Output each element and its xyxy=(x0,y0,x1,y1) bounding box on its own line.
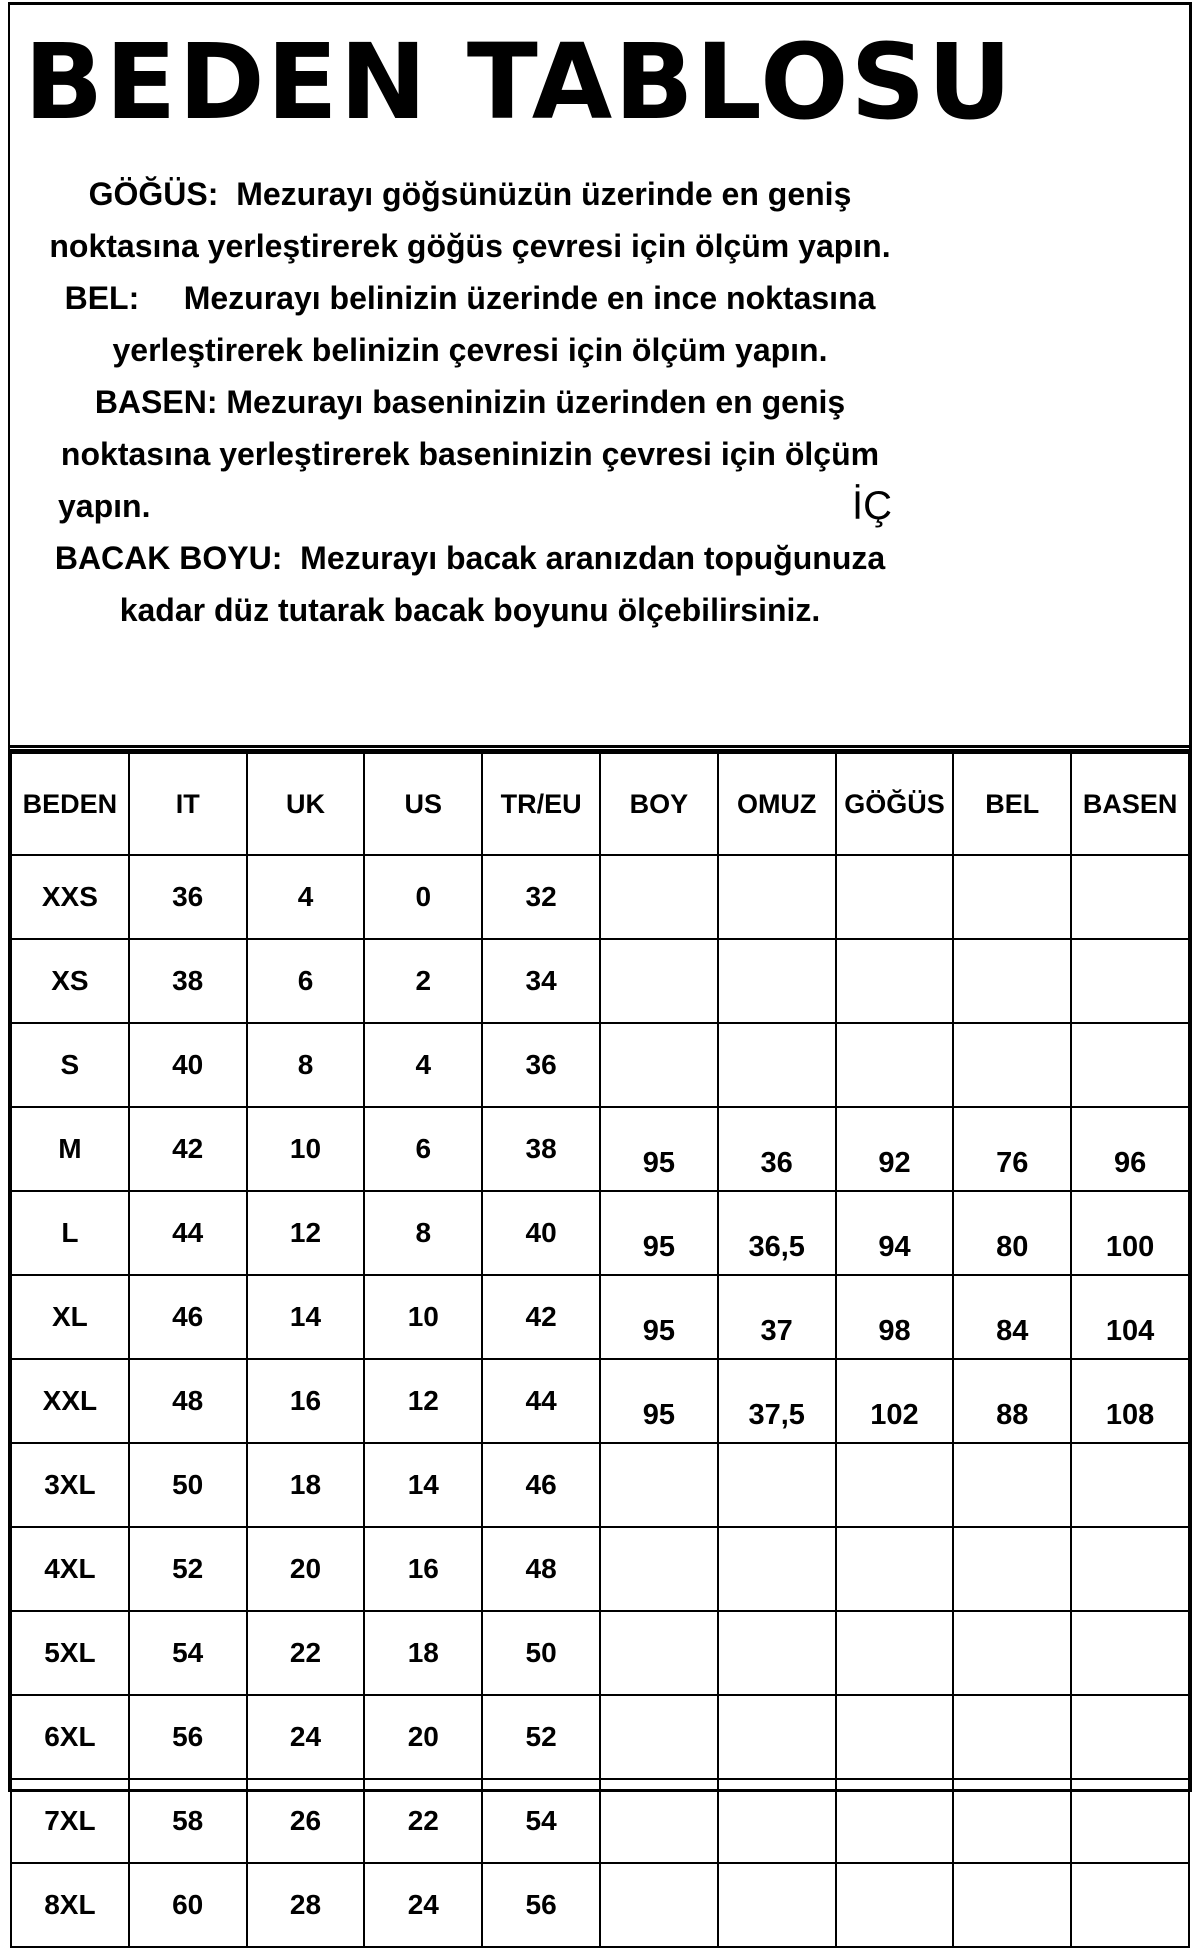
table-row xyxy=(11,855,1189,939)
cell-tr-eu: 54 xyxy=(482,1779,600,1863)
cell-uk: 4 xyxy=(247,855,365,939)
cell-omuz xyxy=(718,1527,836,1611)
cell-uk: 28 xyxy=(247,1863,365,1947)
cell-beden: XXS xyxy=(11,855,129,939)
cell-basen xyxy=(1071,1611,1189,1695)
cell-basen xyxy=(1071,1443,1189,1527)
cell-bel xyxy=(953,1023,1071,1107)
column-header-omuz: OMUZ xyxy=(718,753,836,855)
cell-tr-eu: 36 xyxy=(482,1023,600,1107)
instruction-line: BEL: Mezurayı belinizin üzerinde en ince noktasına xyxy=(64,280,876,316)
cell-it: 36 xyxy=(129,855,247,939)
cell-omuz xyxy=(718,1779,836,1863)
cell-omuz: 36,5 xyxy=(718,1191,836,1275)
cell-it: 48 xyxy=(129,1359,247,1443)
cell-us: 6 xyxy=(364,1107,482,1191)
table-row xyxy=(11,1779,1189,1863)
cell-it: 60 xyxy=(129,1863,247,1947)
cell-bel: 84 xyxy=(953,1275,1071,1359)
cell-tr-eu: 32 xyxy=(482,855,600,939)
table-row xyxy=(11,1275,1189,1359)
cell-us: 20 xyxy=(364,1695,482,1779)
table-row xyxy=(11,1359,1189,1443)
cell-tr-eu: 56 xyxy=(482,1863,600,1947)
size-table xyxy=(10,752,1190,1948)
table-body xyxy=(11,855,1189,1947)
cell-us: 12 xyxy=(364,1359,482,1443)
cell-beden: XS xyxy=(11,939,129,1023)
column-header-it: IT xyxy=(129,753,247,855)
table-row xyxy=(11,1191,1189,1275)
cell-bel xyxy=(953,1779,1071,1863)
cell-tr-eu: 52 xyxy=(482,1695,600,1779)
cell-tr-eu: 50 xyxy=(482,1611,600,1695)
instruction-line: BACAK BOYU: Mezurayı bacak aranızdan topuğunuza xyxy=(54,540,886,576)
cell-uk: 20 xyxy=(247,1527,365,1611)
cell-boy: 95 xyxy=(600,1275,718,1359)
cell-bel xyxy=(953,939,1071,1023)
instruction-line: kadar düz tutarak bacak boyunu ölçebilirsiniz. xyxy=(119,592,821,628)
cell-us: 22 xyxy=(364,1779,482,1863)
cell-uk: 24 xyxy=(247,1695,365,1779)
cell-gogus xyxy=(836,855,954,939)
cell-omuz xyxy=(718,1023,836,1107)
cell-basen xyxy=(1071,855,1189,939)
cell-bel xyxy=(953,1863,1071,1947)
table-row xyxy=(11,1527,1189,1611)
column-header-gogus: GÖĞÜS xyxy=(836,753,954,855)
cell-bel xyxy=(953,855,1071,939)
cell-it: 44 xyxy=(129,1191,247,1275)
cell-bel xyxy=(953,1611,1071,1695)
cell-gogus xyxy=(836,1443,954,1527)
cell-us: 2 xyxy=(364,939,482,1023)
cell-tr-eu: 38 xyxy=(482,1107,600,1191)
measurement-instructions xyxy=(30,168,910,636)
cell-tr-eu: 34 xyxy=(482,939,600,1023)
instruction-line: noktasına yerleştirerek baseninizin çevresi için ölçüm xyxy=(60,436,880,472)
cell-tr-eu: 44 xyxy=(482,1359,600,1443)
cell-omuz: 36 xyxy=(718,1107,836,1191)
cell-gogus xyxy=(836,1611,954,1695)
cell-beden: 3XL xyxy=(11,1443,129,1527)
cell-gogus: 98 xyxy=(836,1275,954,1359)
column-header-bel: BEL xyxy=(953,753,1071,855)
cell-basen xyxy=(1071,1779,1189,1863)
cell-us: 16 xyxy=(364,1527,482,1611)
cell-omuz xyxy=(718,855,836,939)
cell-bel xyxy=(953,1527,1071,1611)
cell-omuz xyxy=(718,1611,836,1695)
instruction-line xyxy=(30,480,910,532)
cell-it: 56 xyxy=(129,1695,247,1779)
cell-uk: 8 xyxy=(247,1023,365,1107)
section-divider xyxy=(8,745,1192,752)
cell-bel xyxy=(953,1443,1071,1527)
cell-uk: 16 xyxy=(247,1359,365,1443)
instruction-line: noktasına yerleştirerek göğüs çevresi için ölçüm yapın. xyxy=(49,228,891,264)
instruction-line: BASEN: Mezurayı baseninizin üzerinden en geniş xyxy=(94,384,846,420)
cell-uk: 10 xyxy=(247,1107,365,1191)
cell-bel: 88 xyxy=(953,1359,1071,1443)
cell-basen xyxy=(1071,1695,1189,1779)
cell-beden: S xyxy=(11,1023,129,1107)
cell-basen: 96 xyxy=(1071,1107,1189,1191)
cell-it: 40 xyxy=(129,1023,247,1107)
cell-gogus: 94 xyxy=(836,1191,954,1275)
column-header-beden: BEDEN xyxy=(11,753,129,855)
cell-boy: 95 xyxy=(600,1107,718,1191)
cell-it: 54 xyxy=(129,1611,247,1695)
instruction-text: yapın. xyxy=(58,488,151,524)
cell-it: 50 xyxy=(129,1443,247,1527)
cell-basen xyxy=(1071,1023,1189,1107)
page-title: BEDEN TABLOSU xyxy=(24,21,1014,143)
cell-boy xyxy=(600,1695,718,1779)
table-row xyxy=(11,1023,1189,1107)
cell-tr-eu: 42 xyxy=(482,1275,600,1359)
table-row xyxy=(11,939,1189,1023)
cell-beden: 4XL xyxy=(11,1527,129,1611)
cell-gogus xyxy=(836,1863,954,1947)
cell-omuz: 37 xyxy=(718,1275,836,1359)
cell-gogus xyxy=(836,1527,954,1611)
cell-boy xyxy=(600,1443,718,1527)
cell-gogus: 92 xyxy=(836,1107,954,1191)
cell-gogus xyxy=(836,1779,954,1863)
instruction-line: GÖĞÜS: Mezurayı göğsünüzün üzerinde en geniş xyxy=(88,176,852,212)
table-row xyxy=(11,1443,1189,1527)
cell-it: 52 xyxy=(129,1527,247,1611)
cell-beden: 5XL xyxy=(11,1611,129,1695)
cell-bel: 76 xyxy=(953,1107,1071,1191)
cell-uk: 26 xyxy=(247,1779,365,1863)
cell-beden: XXL xyxy=(11,1359,129,1443)
cell-beden: 6XL xyxy=(11,1695,129,1779)
cell-tr-eu: 46 xyxy=(482,1443,600,1527)
cell-boy xyxy=(600,1023,718,1107)
cell-basen xyxy=(1071,1527,1189,1611)
cell-it: 58 xyxy=(129,1779,247,1863)
cell-beden: L xyxy=(11,1191,129,1275)
cell-boy xyxy=(600,1611,718,1695)
cell-uk: 18 xyxy=(247,1443,365,1527)
cell-boy xyxy=(600,1863,718,1947)
cell-us: 0 xyxy=(364,855,482,939)
cell-us: 18 xyxy=(364,1611,482,1695)
cell-omuz xyxy=(718,1443,836,1527)
cell-boy: 95 xyxy=(600,1191,718,1275)
cell-basen: 108 xyxy=(1071,1359,1189,1443)
cell-us: 14 xyxy=(364,1443,482,1527)
stray-text: İÇ xyxy=(852,484,892,528)
cell-boy xyxy=(600,855,718,939)
cell-us: 8 xyxy=(364,1191,482,1275)
table-row xyxy=(11,1695,1189,1779)
cell-boy xyxy=(600,1527,718,1611)
cell-boy xyxy=(600,939,718,1023)
column-header-uk: UK xyxy=(247,753,365,855)
cell-omuz xyxy=(718,939,836,1023)
cell-tr-eu: 48 xyxy=(482,1527,600,1611)
cell-gogus: 102 xyxy=(836,1359,954,1443)
cell-us: 10 xyxy=(364,1275,482,1359)
cell-basen: 104 xyxy=(1071,1275,1189,1359)
cell-it: 42 xyxy=(129,1107,247,1191)
table-header-row xyxy=(11,753,1189,855)
cell-omuz xyxy=(718,1695,836,1779)
table-row xyxy=(11,1611,1189,1695)
cell-it: 46 xyxy=(129,1275,247,1359)
cell-boy xyxy=(600,1779,718,1863)
cell-us: 24 xyxy=(364,1863,482,1947)
cell-omuz xyxy=(718,1863,836,1947)
cell-basen xyxy=(1071,939,1189,1023)
column-header-us: US xyxy=(364,753,482,855)
column-header-tr-eu: TR/EU xyxy=(482,753,600,855)
cell-beden: XL xyxy=(11,1275,129,1359)
cell-beden: M xyxy=(11,1107,129,1191)
cell-uk: 22 xyxy=(247,1611,365,1695)
cell-boy: 95 xyxy=(600,1359,718,1443)
cell-us: 4 xyxy=(364,1023,482,1107)
cell-gogus xyxy=(836,1023,954,1107)
column-header-basen: BASEN xyxy=(1071,753,1189,855)
cell-bel: 80 xyxy=(953,1191,1071,1275)
cell-tr-eu: 40 xyxy=(482,1191,600,1275)
cell-beden: 7XL xyxy=(11,1779,129,1863)
cell-basen: 100 xyxy=(1071,1191,1189,1275)
cell-gogus xyxy=(836,939,954,1023)
cell-basen xyxy=(1071,1863,1189,1947)
instruction-line: yerleştirerek belinizin çevresi için ölçüm yapın. xyxy=(112,332,828,368)
cell-beden: 8XL xyxy=(11,1863,129,1947)
cell-uk: 14 xyxy=(247,1275,365,1359)
cell-gogus xyxy=(836,1695,954,1779)
cell-omuz: 37,5 xyxy=(718,1359,836,1443)
table-row xyxy=(11,1863,1189,1947)
cell-it: 38 xyxy=(129,939,247,1023)
table-row xyxy=(11,1107,1189,1191)
cell-uk: 12 xyxy=(247,1191,365,1275)
cell-uk: 6 xyxy=(247,939,365,1023)
cell-bel xyxy=(953,1695,1071,1779)
column-header-boy: BOY xyxy=(600,753,718,855)
